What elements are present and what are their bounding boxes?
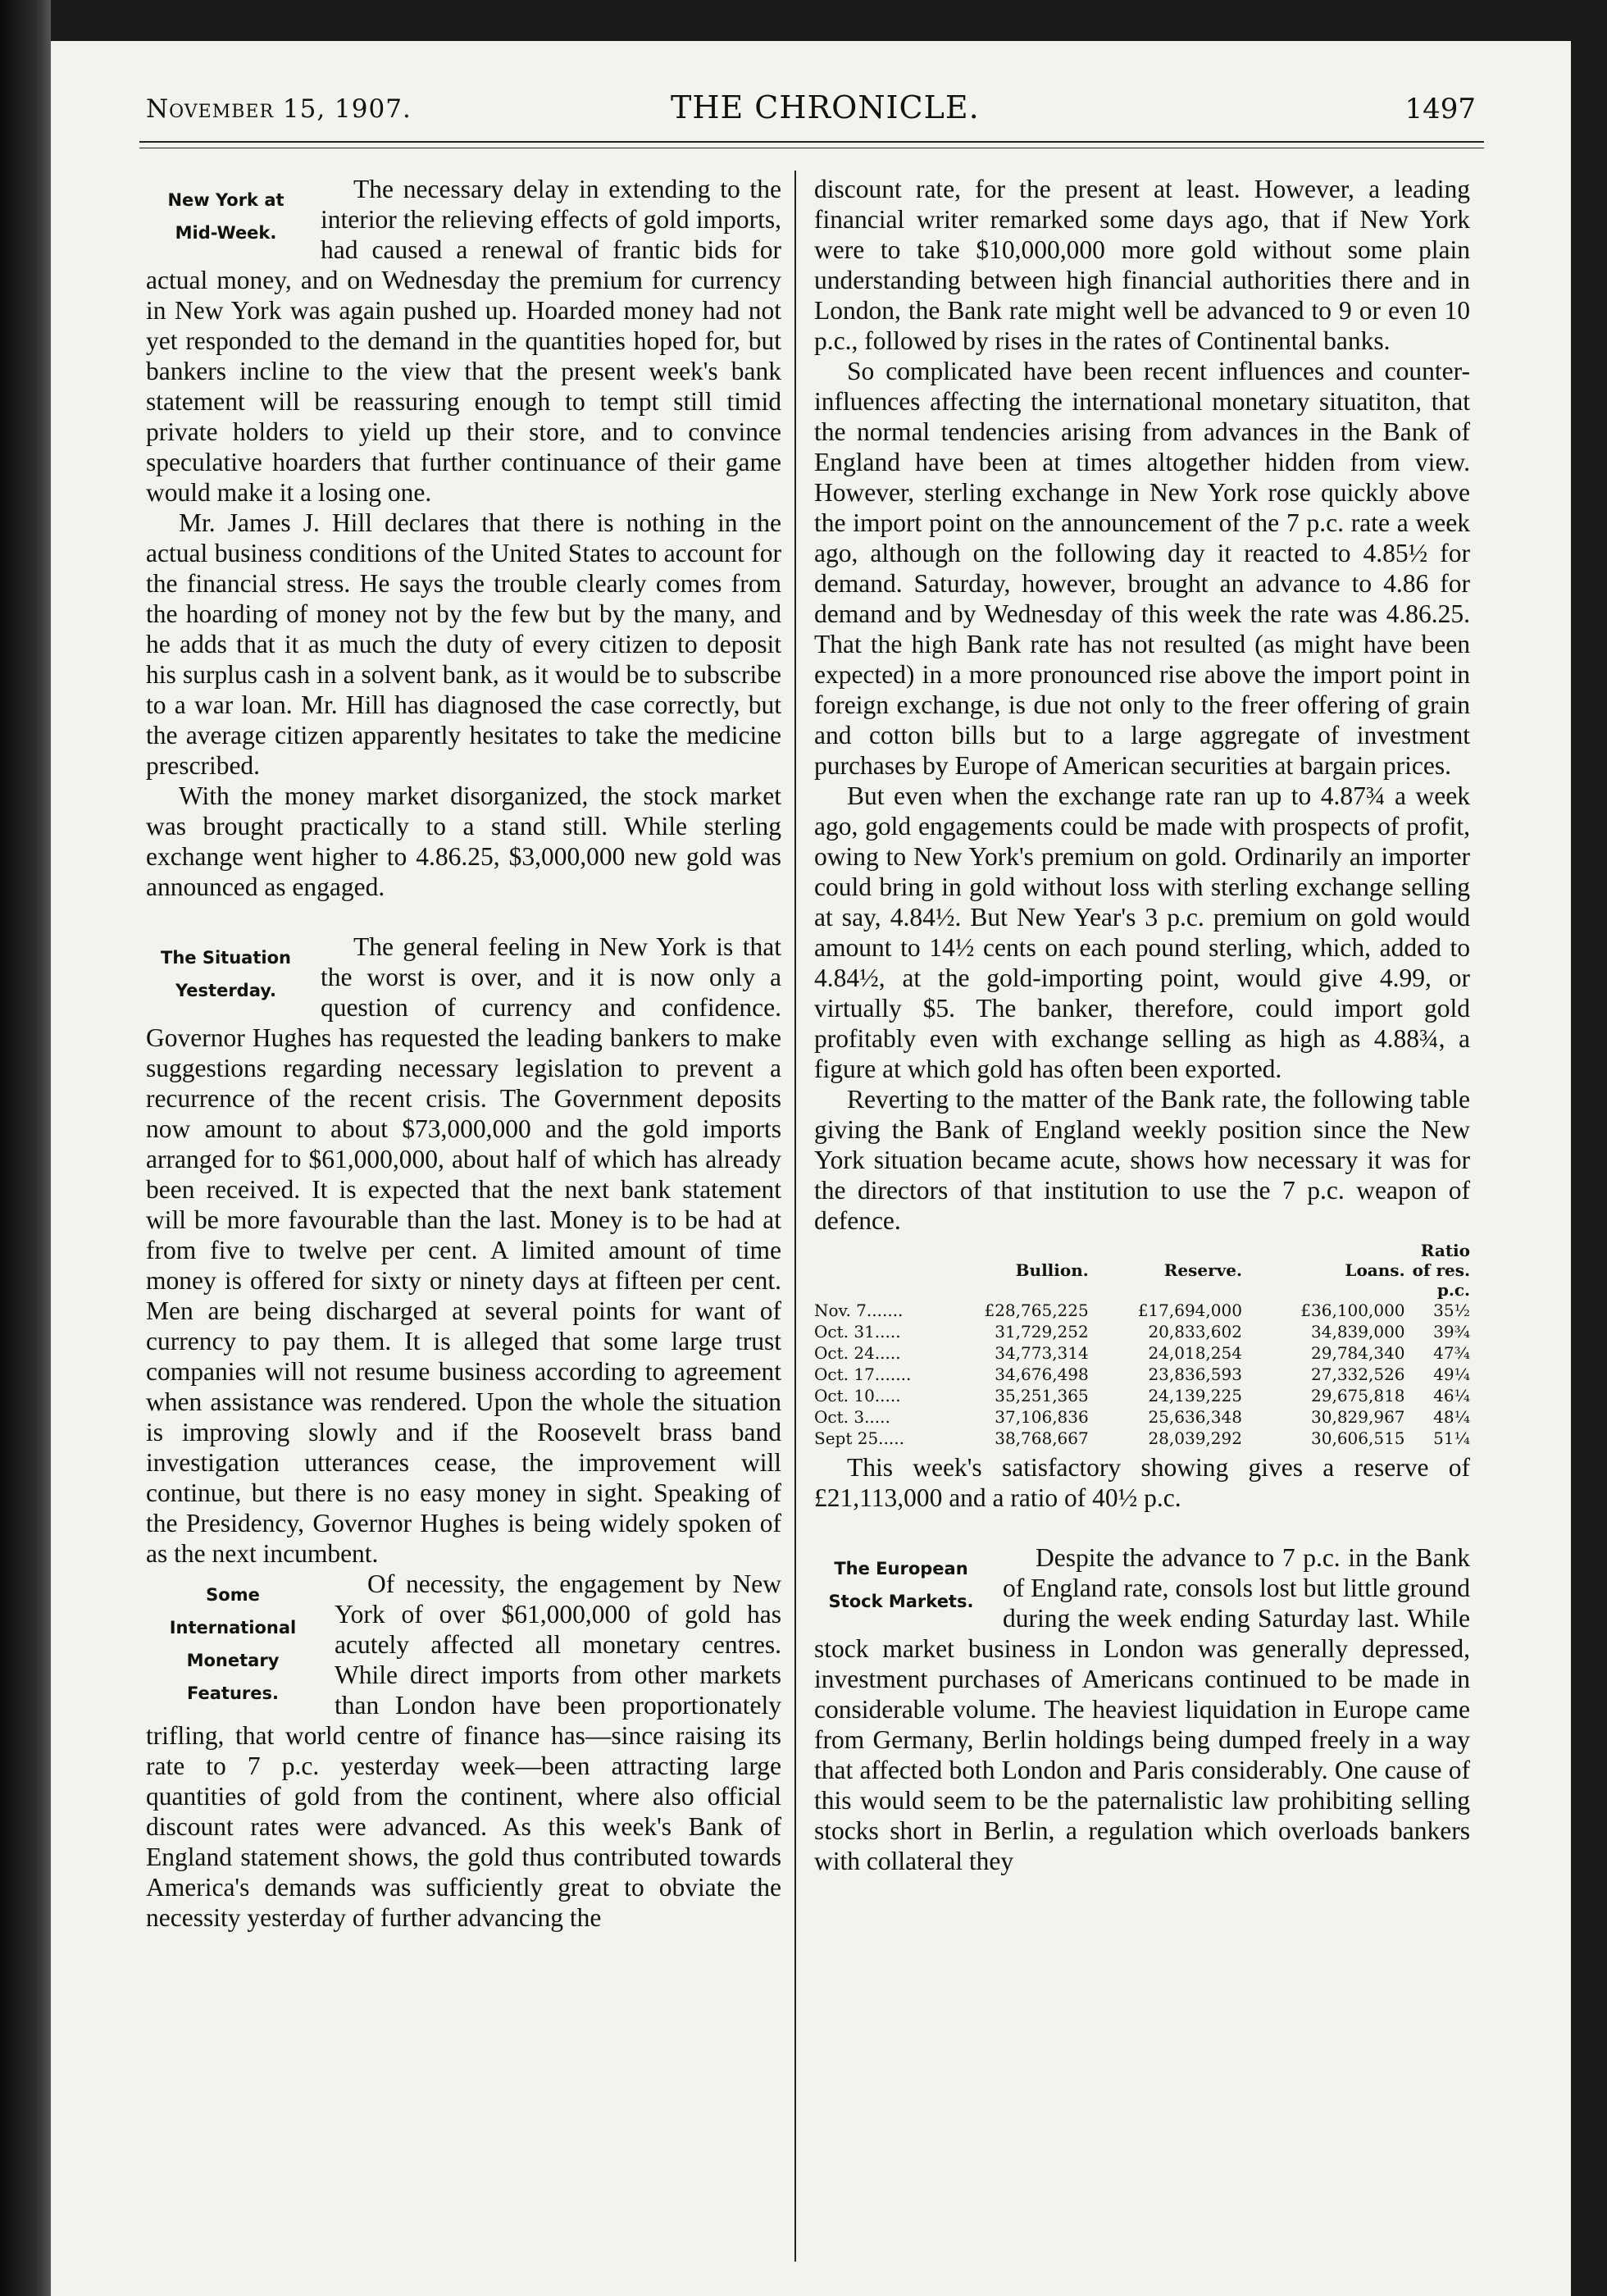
paragraph: So complicated have been recent influences and counter-influences affecting the international monetary situatiton, that the normal tendencies arising from advances in the Bank of England have been at times altogether hidden from view. However, sterling exchange in New York rose quickly above the import point on the announcement of the 7 p.c. rate a week ago, although on the following day it reacted to 4.85½ for demand. Saturday, however, brought an advance to 4.86 for demand and by Wednesday of this week the rate was 4.86.25. That the high Bank rate has not resulted (as might have been expected) in a more pronounced rise above the import point in foreign exchange, is due not only to the freer offering of grain and cotton bills but to a large aggregate of investment purchases by Europe of American securities at bargain prices. bbox=[814, 357, 1470, 780]
cell-reserve: 25,636,348 bbox=[1148, 1407, 1242, 1427]
cell-reserve: 23,836,593 bbox=[1148, 1364, 1242, 1384]
cell-reserve: £17,694,000 bbox=[1137, 1301, 1242, 1320]
cell-bullion: 35,251,365 bbox=[995, 1386, 1089, 1405]
page-header bbox=[146, 86, 1476, 135]
paragraph: discount rate, for the present at least. However, a leading financial writer remarked some days ago, that if New York were to take $10,000,000 more gold without some plain understanding between high financial authorities there and in London, the Bank rate might well be advanced to 9 or even 10 p.c., followed by rises in the rates of Continental banks. bbox=[814, 175, 1470, 355]
cell-loans: 29,675,818 bbox=[1311, 1386, 1405, 1405]
cell-loans: 30,829,967 bbox=[1311, 1407, 1405, 1427]
publication-title: THE CHRONICLE. bbox=[671, 89, 980, 125]
table-row bbox=[814, 1406, 1470, 1428]
table-row bbox=[814, 1300, 1470, 1321]
page-number: 1497 bbox=[1404, 93, 1476, 125]
table-row bbox=[814, 1385, 1470, 1406]
cell-loans: £36,100,000 bbox=[1300, 1301, 1405, 1320]
row-date: Oct. 17....... bbox=[814, 1364, 912, 1384]
cell-ratio: 46¼ bbox=[1433, 1386, 1470, 1405]
cell-bullion: £28,765,225 bbox=[984, 1301, 1089, 1320]
paragraph: The general feeling in New York is that the worst is over, and it is now only a question of currency and confidence. Governor Hughes has requested the leading bankers to make suggestions regarding necessary legislation to prevent a recurrence of the recent crisis. The Government deposits now amount to about $73,000,000 and the gold imports arranged for to $61,000,000, about half of which has already been received. It is expected that the next bank statement will be more favourable than the last. Money is to be had at from five to twelve per cent. A limited amount of time money is offered for sixty or ninety days at fifteen per cent. Men are being discharged at several points for want of currency to pay them. It is alleged that some large trust companies will not resume business according to agreement when assistance was rendered. Upon the whole the situation is improving slowly and if the Roosevelt brass band investigation utterances cease, the improvement will continue, but there is no easy money in sight. Speaking of the Presidency, Governor Hughes is being widely spoken of as the next incumbent. bbox=[146, 932, 781, 1568]
bank-of-england-table bbox=[814, 1241, 1470, 1449]
table-row bbox=[814, 1428, 1470, 1449]
paragraph: This week's satisfactory showing gives a reserve of £21,113,000 and a ratio of 40½ p.c. bbox=[814, 1453, 1470, 1512]
cell-bullion: 34,773,314 bbox=[995, 1343, 1089, 1363]
table-header-row bbox=[814, 1241, 1470, 1300]
cell-ratio: 51¼ bbox=[1433, 1428, 1470, 1448]
cell-bullion: 34,676,498 bbox=[995, 1364, 1089, 1384]
row-date: Oct. 10..... bbox=[814, 1386, 901, 1405]
sidehead-situation-yesterday: The Situation Yesterday. bbox=[161, 948, 291, 1000]
cell-ratio: 49¼ bbox=[1433, 1364, 1470, 1384]
row-date: Oct. 31..... bbox=[814, 1322, 901, 1342]
book-spine-shadow bbox=[0, 0, 51, 2296]
cell-loans: 29,784,340 bbox=[1311, 1343, 1405, 1363]
col-header-loans: Loans. bbox=[1345, 1260, 1405, 1280]
cell-bullion: 38,768,667 bbox=[995, 1428, 1089, 1448]
issue-date: November 15, 1907. bbox=[146, 94, 412, 124]
col-header-bullion: Bullion. bbox=[1015, 1260, 1089, 1280]
sidehead-international-monetary: Some International Monetary Features. bbox=[169, 1585, 297, 1703]
paragraph: But even when the exchange rate ran up to 4.87¾ a week ago, gold engagements could be made with prospects of profit, owing to New York's premium on gold. Ordinarily an importer could bring in gold without loss with sterling exchange selling at say, 4.84½. But New Year's 3 p.c. premium on gold would amount to 14½ cents on each pound sterling, which, added to 4.84½, at the gold-importing point, would give 4.99, or virtually $5. The banker, therefore, could import gold profitably even with exchange selling as high as 4.88¾, a figure at which gold has often been exported. bbox=[814, 781, 1470, 1083]
cell-loans: 34,839,000 bbox=[1311, 1322, 1405, 1342]
cell-bullion: 31,729,252 bbox=[995, 1322, 1089, 1342]
sidehead-european-stock-markets: The European Stock Markets. bbox=[828, 1559, 974, 1611]
cell-ratio: 48¼ bbox=[1433, 1407, 1470, 1427]
cell-reserve: 20,833,602 bbox=[1148, 1322, 1242, 1342]
col-header-ratio: Ratio of res. p.c. bbox=[1412, 1241, 1470, 1300]
left-column bbox=[146, 174, 781, 1933]
cell-reserve: 24,018,254 bbox=[1148, 1343, 1242, 1363]
paragraph: Of necessity, the engagement by New York of over $61,000,000 of gold has acutely affected all monetary centres. While direct imports from other markets than London have been proportionately trifling, that world centre of finance has—since raising its rate to 7 p.c. yesterday week—been attracting large quantities of gold from the continent, where also official discount rates were advanced. As this week's Bank of England statement shows, the gold thus contributed towards America's demands was sufficiently great to obviate the necessity yesterday of further advancing the bbox=[146, 1569, 781, 1932]
paragraph: Despite the advance to 7 p.c. in the Bank of England rate, consols lost but little ground during the week ending Saturday last. While stock market business in London was generally depressed, investment purchases of Americans continued to be made in considerable volume. The heaviest liquidation in Europe came from Germany, Berlin holdings being dumped freely in a way that affected both London and Paris considerably. One cause of this would seem to be the paternalistic law prohibiting selling stocks short in Berlin, a regulation which overloads bankers with collateral they bbox=[814, 1543, 1470, 1875]
sidehead-new-york-mid-week: New York at Mid-Week. bbox=[167, 190, 285, 243]
cell-ratio: 39¾ bbox=[1433, 1322, 1470, 1342]
row-date: Sept 25..... bbox=[814, 1428, 904, 1448]
paragraph: Reverting to the matter of the Bank rate, the following table giving the Bank of England weekly position since the New York situation became acute, shows how necessary it was for the directors of that institution to use the 7 p.c. weapon of defence. bbox=[814, 1085, 1470, 1235]
paragraph: With the money market disorganized, the stock market was brought practically to a stand still. While sterling exchange went higher to 4.86.25, $3,000,000 new gold was announced as engaged. bbox=[146, 781, 781, 901]
cell-ratio: 47¾ bbox=[1433, 1343, 1470, 1363]
paragraph: The necessary delay in extending to the interior the relieving effects of gold imports, had caused a renewal of frantic bids for actual money, and on Wednesday the premium for currency in New York was again pushed up. Hoarded money had not yet responded to the demand in the quantities hoped for, but bankers incline to the view that the present week's bank statement will be reassuring enough to tempt still timid private holders to yield up their store, and to convince speculative hoarders that further continuance of their game would make it a losing one. bbox=[146, 175, 781, 507]
cell-reserve: 24,139,225 bbox=[1148, 1386, 1242, 1405]
row-date: Oct. 24..... bbox=[814, 1343, 901, 1363]
paragraph: Mr. James J. Hill declares that there is nothing in the actual business conditions of the United States to account for the financial stress. He says the trouble clearly comes from the hoarding of money not by the few but by the many, and he adds that it as much the duty of every citizen to deposit his surplus cash in a solvent bank, as it would be to subscribe to a war loan. Mr. Hill has diagnosed the case correctly, but the average citizen apparently hesitates to take the medicine prescribed. bbox=[146, 508, 781, 780]
table-row bbox=[814, 1321, 1470, 1342]
table-row bbox=[814, 1364, 1470, 1385]
header-rule bbox=[139, 141, 1484, 143]
row-date: Nov. 7....... bbox=[814, 1301, 904, 1320]
cell-bullion: 37,106,836 bbox=[995, 1407, 1089, 1427]
right-column bbox=[814, 174, 1470, 1876]
cell-loans: 30,606,515 bbox=[1311, 1428, 1405, 1448]
row-date: Oct. 3..... bbox=[814, 1407, 890, 1427]
column-divider bbox=[794, 171, 796, 2262]
cell-loans: 27,332,526 bbox=[1311, 1364, 1405, 1384]
cell-reserve: 28,039,292 bbox=[1148, 1428, 1242, 1448]
col-header-reserve: Reserve. bbox=[1163, 1260, 1242, 1280]
cell-ratio: 35½ bbox=[1433, 1301, 1470, 1320]
table-row bbox=[814, 1342, 1470, 1364]
